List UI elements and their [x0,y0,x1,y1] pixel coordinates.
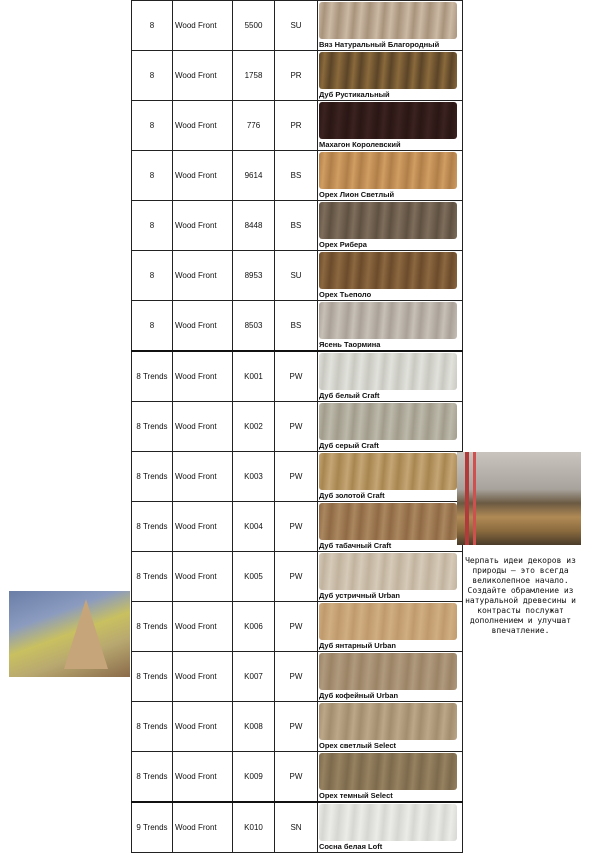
finish-cell: PW [275,402,318,452]
code-cell: K001 [233,351,275,402]
code-cell: K006 [233,602,275,652]
decor-name: Орех Лион Светлый [319,190,395,199]
decor-name: Махагон Королевский [319,140,401,149]
code-cell: 8448 [233,201,275,251]
decor-swatch [319,252,457,289]
type-cell: Wood Front [173,1,233,51]
code-cell: K007 [233,652,275,702]
finish-cell: SN [275,802,318,853]
collection-cell: 8 [132,251,173,301]
decor-name: Дуб серый Craft [319,441,379,450]
decor-cell [318,201,463,251]
type-cell: Wood Front [173,201,233,251]
decor-swatch [319,202,457,239]
decor-name: Сосна белая Loft [319,842,383,851]
code-cell: K003 [233,452,275,502]
code-cell: 1758 [233,51,275,101]
collection-cell: 8 Trends [132,351,173,402]
table-row [132,1,463,51]
code-cell: K005 [233,552,275,602]
decor-name: Дуб табачный Craft [319,541,392,550]
decor-name: Орех светлый Select [319,741,397,750]
finish-cell: PR [275,51,318,101]
table-row [132,101,463,151]
decor-cell [318,602,463,652]
decor-name: Дуб кофейный Urban [319,691,399,700]
finish-cell: PR [275,101,318,151]
type-cell: Wood Front [173,151,233,201]
type-cell: Wood Front [173,301,233,352]
collection-cell: 8 Trends [132,502,173,552]
code-cell: K004 [233,502,275,552]
interior-photo-left [9,591,130,677]
code-cell: K008 [233,702,275,752]
type-cell: Wood Front [173,51,233,101]
table-row [132,452,463,502]
decor-swatch [319,302,457,339]
type-cell: Wood Front [173,502,233,552]
decor-cell [318,351,463,402]
decor-swatch [319,804,457,841]
finish-cell: BS [275,301,318,352]
decor-name: Дуб золотой Craft [319,491,385,500]
photo-red-stripe [465,452,469,545]
code-cell: 8503 [233,301,275,352]
collection-cell: 8 [132,1,173,51]
collection-cell: 8 Trends [132,702,173,752]
table-row [132,151,463,201]
collection-cell: 8 [132,301,173,352]
table-row [132,201,463,251]
table-row [132,402,463,452]
decor-cell [318,301,463,352]
finish-cell: PW [275,502,318,552]
decor-name: Орех Рибера [319,240,367,249]
decor-name: Орех темный Select [319,791,393,800]
interior-photo-right [457,452,581,545]
table-row [132,251,463,301]
photo-cone-shape [64,599,108,669]
code-cell: 9614 [233,151,275,201]
finish-cell: BS [275,201,318,251]
table-row [132,301,463,352]
collection-cell: 8 [132,201,173,251]
collection-cell: 8 Trends [132,652,173,702]
decor-name: Дуб устричный Urban [319,591,400,600]
decor-swatch [319,453,457,490]
decor-cell [318,502,463,552]
decor-table-body [132,1,463,853]
collection-cell: 9 Trends [132,802,173,853]
collection-cell: 8 [132,151,173,201]
finish-cell: PW [275,452,318,502]
finish-cell: PW [275,351,318,402]
finish-cell: SU [275,1,318,51]
finish-cell: PW [275,752,318,803]
decor-cell [318,101,463,151]
type-cell: Wood Front [173,402,233,452]
collection-cell: 8 Trends [132,552,173,602]
decor-swatch [319,2,457,39]
table-row [132,652,463,702]
decor-name: Дуб Рустикальный [319,90,390,99]
table-row [132,702,463,752]
decor-swatch [319,653,457,690]
finish-cell: PW [275,652,318,702]
photo-red-stripe [473,452,476,545]
code-cell: 776 [233,101,275,151]
decor-name: Дуб белый Craft [319,391,380,400]
decor-swatch [319,353,457,390]
decor-swatch [319,603,457,640]
decor-name: Вяз Натуральный Благородный [319,40,440,49]
finish-cell: SU [275,251,318,301]
collection-cell: 8 Trends [132,752,173,803]
decor-cell [318,251,463,301]
decor-name: Дуб янтарный Urban [319,641,396,650]
type-cell: Wood Front [173,702,233,752]
type-cell: Wood Front [173,652,233,702]
collection-cell: 8 [132,51,173,101]
type-cell: Wood Front [173,101,233,151]
decor-swatch [319,102,457,139]
decor-swatch [319,403,457,440]
decor-swatch [319,703,457,740]
table-row [132,802,463,853]
decor-name: Ясень Таормина [319,340,381,349]
table-row [132,602,463,652]
table-row [132,752,463,803]
decor-caption: Черпать идеи декоров из природы – это всегда великолепное начало. Создайте обрамление из натуральной древесины и контрасты послужат дополнением и улучшат впечатление. [465,556,576,635]
collection-cell: 8 Trends [132,452,173,502]
decor-swatch [319,152,457,189]
decor-cell [318,402,463,452]
type-cell: Wood Front [173,251,233,301]
decor-cell [318,1,463,51]
code-cell: K002 [233,402,275,452]
table-row [132,351,463,402]
table-row [132,502,463,552]
decor-cell [318,552,463,602]
decor-swatch [319,52,457,89]
type-cell: Wood Front [173,351,233,402]
finish-cell: BS [275,151,318,201]
code-cell: K010 [233,802,275,853]
decor-name: Орех Тьеполо [319,290,372,299]
type-cell: Wood Front [173,752,233,803]
type-cell: Wood Front [173,552,233,602]
decor-table [131,0,463,853]
decor-swatch [319,553,457,590]
decor-cell [318,51,463,101]
collection-cell: 8 Trends [132,602,173,652]
type-cell: Wood Front [173,452,233,502]
decor-cell [318,802,463,853]
code-cell: 5500 [233,1,275,51]
decor-cell [318,652,463,702]
finish-cell: PW [275,602,318,652]
table-row [132,51,463,101]
finish-cell: PW [275,552,318,602]
type-cell: Wood Front [173,602,233,652]
decor-cell [318,702,463,752]
code-cell: K009 [233,752,275,803]
collection-cell: 8 [132,101,173,151]
decor-swatch [319,503,457,540]
decor-cell [318,151,463,201]
decor-cell [318,752,463,803]
table-row [132,552,463,602]
collection-cell: 8 Trends [132,402,173,452]
code-cell: 8953 [233,251,275,301]
finish-cell: PW [275,702,318,752]
type-cell: Wood Front [173,802,233,853]
decor-cell [318,452,463,502]
decor-swatch [319,753,457,790]
